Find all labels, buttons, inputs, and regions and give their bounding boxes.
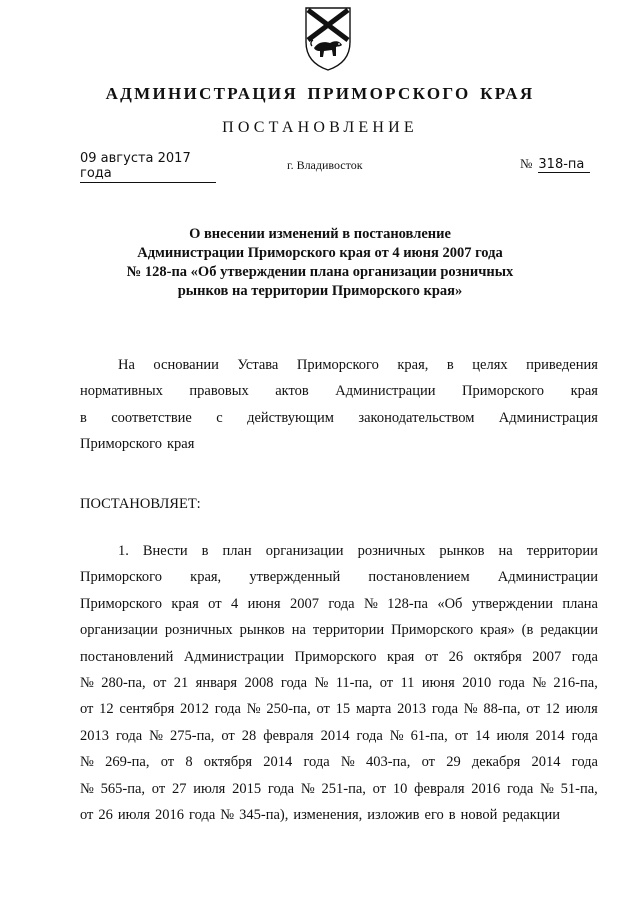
word: «Об	[437, 595, 463, 612]
word: октября	[203, 754, 252, 771]
word: года	[214, 701, 241, 718]
word: 28	[241, 727, 257, 744]
word: года	[571, 727, 598, 744]
word: июня	[421, 674, 455, 691]
word: №	[246, 701, 261, 718]
word: края»	[480, 622, 515, 639]
word: в	[201, 543, 209, 559]
word: 345-па),	[239, 806, 289, 823]
word: от	[316, 701, 330, 718]
word: года	[498, 674, 525, 691]
word: 10	[392, 780, 408, 797]
word: 2014	[531, 754, 561, 771]
word: года	[328, 595, 355, 612]
word: Администрация	[498, 409, 598, 426]
word: 2007	[532, 648, 562, 665]
word: года	[571, 648, 598, 665]
word: Администрации	[335, 383, 436, 400]
word: в	[446, 357, 454, 373]
title-line: О внесении изменений в постановление	[189, 226, 451, 242]
word: 251-па,	[321, 780, 366, 797]
word: постановлений	[80, 648, 174, 665]
document-city: г. Владивосток	[287, 158, 363, 172]
word: Приморского	[391, 622, 474, 639]
word: нормативных	[80, 383, 163, 400]
word: На	[118, 357, 135, 373]
word: 275-па,	[169, 727, 215, 744]
paragraph-line	[80, 591, 598, 617]
word: 2008	[244, 674, 274, 691]
word: сентября	[119, 701, 175, 718]
word: 12	[545, 701, 560, 718]
paragraph-line	[80, 405, 598, 431]
number-value: 318-па	[538, 157, 590, 173]
word: действующим	[247, 409, 334, 426]
word: июля	[565, 701, 598, 718]
word: редакции	[502, 806, 561, 823]
word: №	[149, 727, 164, 744]
word: №	[463, 701, 478, 718]
word: февраля	[414, 780, 465, 797]
preamble-paragraph	[80, 352, 598, 458]
word: 1.	[118, 543, 129, 559]
word: 269-па,	[105, 754, 150, 771]
word: 29	[446, 754, 461, 771]
word: 2014	[263, 754, 293, 771]
number-sign: №	[520, 156, 533, 171]
word: №	[80, 674, 94, 691]
word: Приморского	[462, 383, 545, 400]
word: июня	[247, 595, 281, 612]
document-number	[520, 156, 590, 173]
document-date: 09 августа 2017 года	[80, 151, 216, 183]
word: редакции	[540, 622, 598, 639]
word: Приморского	[80, 436, 162, 453]
word: года	[431, 701, 459, 718]
word: №	[300, 780, 315, 797]
word: от	[424, 648, 439, 665]
word: от	[153, 674, 167, 691]
word: от	[379, 674, 394, 691]
word: края	[570, 383, 598, 400]
word: на	[291, 622, 306, 639]
paragraph-line	[80, 538, 598, 564]
word: 27	[171, 780, 187, 797]
word: года	[189, 806, 216, 823]
paragraph-line	[80, 352, 598, 378]
word: года	[571, 754, 598, 771]
word: от	[372, 780, 387, 797]
word: Администрации	[183, 648, 285, 665]
word: Приморского	[80, 595, 162, 612]
word: 26	[98, 806, 113, 823]
word: края	[386, 648, 415, 665]
word: №	[80, 780, 94, 797]
word: правовых	[189, 383, 249, 400]
word: 61-па,	[410, 727, 448, 744]
word: утвержденный	[249, 569, 341, 586]
word: №	[80, 754, 94, 771]
word: 2007	[289, 595, 319, 612]
word: рынков	[439, 543, 485, 559]
word: 2015	[232, 780, 262, 797]
word: на	[498, 543, 513, 559]
paragraph-line	[80, 378, 598, 404]
word: 88-па,	[483, 701, 521, 718]
word: план	[222, 543, 252, 559]
word: 2013	[397, 701, 427, 718]
word: актов	[275, 383, 309, 400]
word: края,	[190, 569, 222, 586]
word: края	[171, 595, 199, 612]
word: 4	[230, 595, 239, 612]
word: 26	[448, 648, 464, 665]
word: новой	[460, 806, 498, 823]
paragraph-line	[80, 670, 598, 696]
clause-1-paragraph	[80, 538, 598, 828]
word: изменения,	[293, 806, 363, 823]
word: 250-па,	[266, 701, 311, 718]
word: Приморского	[294, 648, 377, 665]
title-line: № 128-па «Об утверждении плана организации розничных	[126, 264, 514, 280]
word: края,	[397, 357, 429, 373]
word: 216-па,	[553, 674, 598, 691]
word: от	[80, 806, 94, 823]
word: от	[221, 727, 235, 744]
word: Приморского	[296, 357, 379, 373]
word: года	[507, 780, 534, 797]
word: целях	[472, 357, 508, 373]
word: декабря	[471, 754, 521, 771]
word: 11	[400, 674, 415, 691]
word: организации	[80, 622, 158, 639]
word: 51-па,	[560, 780, 598, 797]
word: Приморского	[80, 569, 162, 586]
word: года	[356, 727, 383, 744]
paragraph-line	[80, 564, 598, 590]
word: от	[526, 701, 540, 718]
word: года	[303, 754, 330, 771]
word: постановлением	[368, 569, 470, 586]
word: 403-па,	[365, 754, 411, 771]
word: января	[195, 674, 238, 691]
word: марта	[355, 701, 392, 718]
word: законодательством	[358, 409, 475, 426]
word: июля	[193, 780, 226, 797]
word: 565-па,	[100, 780, 146, 797]
word: соответствие	[111, 409, 192, 426]
word: 12	[99, 701, 114, 718]
word: 280-па,	[101, 674, 146, 691]
word: Внести	[142, 543, 188, 559]
word: июля	[496, 727, 529, 744]
paragraph-line	[80, 617, 598, 643]
word: в	[80, 409, 87, 426]
decree-word: ПОСТАНОВЛЯЕТ:	[80, 496, 201, 512]
word: приведения	[526, 357, 598, 373]
word: рынков	[239, 622, 285, 639]
paragraph-line	[80, 644, 598, 670]
word: в	[448, 806, 456, 823]
word: №	[540, 780, 554, 797]
word: 2010	[462, 674, 492, 691]
word: 11-па,	[335, 674, 373, 691]
word: с	[216, 409, 223, 426]
word: территории	[312, 622, 385, 639]
word: плана	[562, 595, 598, 612]
word: года	[267, 780, 295, 797]
word: от	[160, 754, 175, 771]
word: от	[421, 754, 435, 771]
word: 15	[335, 701, 351, 718]
word: 2016	[155, 806, 185, 823]
word: изложив	[367, 806, 420, 823]
word: от	[454, 727, 469, 744]
word: основании	[153, 357, 219, 373]
word: утверждении	[471, 595, 553, 612]
word: от	[80, 701, 94, 718]
coat-of-arms-icon	[302, 4, 354, 72]
word: октября	[473, 648, 522, 665]
paragraph-line	[80, 776, 598, 802]
word: №	[389, 727, 404, 744]
word: №	[363, 595, 378, 612]
word: края	[167, 436, 195, 453]
word: №	[340, 754, 355, 771]
paragraph-line	[80, 696, 598, 722]
word: года	[115, 727, 143, 744]
word: от	[151, 780, 166, 797]
organization-name: АДМИНИСТРАЦИЯ ПРИМОРСКОГО КРАЯ	[105, 84, 535, 103]
paragraph-line	[80, 749, 598, 775]
word: Администрации	[497, 569, 598, 586]
paragraph-line	[80, 723, 598, 749]
word: (в	[521, 622, 534, 639]
title-line: Администрации Приморского края от 4 июня 2007 года	[137, 245, 503, 261]
paragraph-line	[80, 802, 598, 828]
word: организации	[265, 543, 344, 559]
word: Устава	[237, 357, 279, 373]
word: 2014	[535, 727, 565, 744]
paragraph-line	[80, 431, 598, 457]
word: №	[532, 674, 547, 691]
word: №	[314, 674, 329, 691]
word: февраля	[263, 727, 314, 744]
word: 2012	[180, 701, 210, 718]
word: 2013	[80, 727, 109, 744]
word: 128-па	[387, 595, 428, 612]
word: 14	[475, 727, 490, 744]
word: розничных	[164, 622, 233, 639]
document-title	[110, 225, 530, 301]
word: 2014	[320, 727, 350, 744]
word: розничных	[357, 543, 426, 559]
word: июля	[117, 806, 151, 823]
title-line: рынков на территории Приморского края»	[177, 283, 463, 299]
word: его	[424, 806, 444, 823]
document-type: ПОСТАНОВЛЕНИЕ	[222, 119, 418, 136]
word: от	[208, 595, 222, 612]
word: территории	[526, 543, 598, 559]
word: 2016	[471, 780, 501, 797]
word: 21	[173, 674, 189, 691]
word: 8	[185, 754, 193, 771]
word: года	[280, 674, 308, 691]
word: №	[220, 806, 235, 823]
